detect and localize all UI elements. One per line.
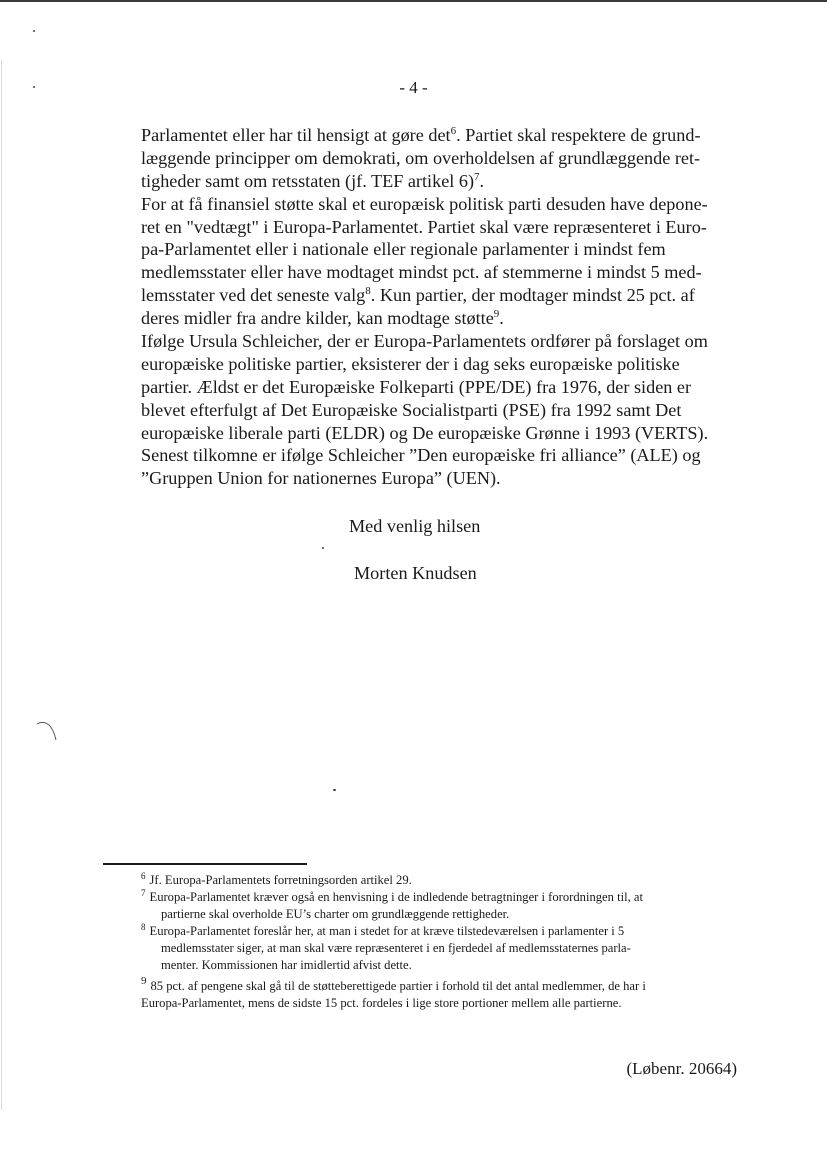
- body-text-segment: . Partiet skal respektere de grund-: [456, 125, 701, 145]
- body-text-segment: medlemsstater eller have modtaget mindst pct. af stemmerne i mindst 5 med-: [141, 262, 702, 283]
- body-line: [141, 444, 741, 467]
- body-text-segment: læggende principper om demokrati, om overholdelsen af grundlæggende ret-: [141, 147, 701, 168]
- body-text-segment: europæiske politiske partier, eksisterer der i dag seks europæiske politiske: [141, 353, 680, 374]
- body-line: [141, 261, 741, 284]
- body-text-segment: blevet efterfulgt af Det Europæiske Socialistparti (PSE) fra 1992 samt Det: [141, 399, 682, 420]
- document-reference-number: (Løbenr. 20664): [626, 1059, 737, 1078]
- footnote-reference[interactable]: 6: [450, 125, 457, 137]
- body-line: [141, 147, 741, 170]
- footnote-mark: 6: [141, 871, 146, 881]
- body-text-segment: lemsstater ved det seneste valg: [141, 285, 366, 306]
- footnote-7: [141, 889, 761, 923]
- footnote-9: [141, 975, 761, 1012]
- body-text-segment: tigheder samt om retsstaten (jf. TEF artikel 6): [141, 170, 475, 191]
- scan-speck: [333, 789, 336, 791]
- body-text-segment: Parlamentet eller har til hensigt at gøre det: [141, 125, 451, 145]
- body-line: [141, 330, 741, 353]
- body-line: [141, 170, 741, 193]
- footnote-line: [141, 872, 761, 889]
- footnote-text: 85 pct. af pengene skal gå til de støtteberettigede partier i forhold til det antal medlemmer, de har i: [150, 979, 646, 993]
- body-text-segment: .: [499, 308, 504, 329]
- body-line: [141, 467, 741, 490]
- scan-speck: [33, 30, 35, 32]
- footnote-line: [141, 975, 761, 995]
- footnote-8: [141, 923, 761, 974]
- letter-body: [141, 124, 741, 490]
- footnote-line: [141, 923, 761, 940]
- footnote-text: Europa-Parlamentet foreslår her, at man i stedet for at kræve tilstedeværelsen i parlamenter i 5: [149, 924, 625, 938]
- body-text-segment: ”Gruppen Union for nationernes Europa” (UEN).: [141, 468, 501, 489]
- body-line: [141, 307, 741, 330]
- footnote-reference[interactable]: 8: [365, 285, 371, 298]
- footnote-line: Europa-Parlamentet, mens de sidste 15 pct. fordeles i lige store portioner mellem alle partierne.: [141, 996, 622, 1010]
- body-text-segment: pa-Parlamentet eller i nationale eller regionale parlamenter i mindst fem: [141, 239, 666, 260]
- footnote-6: [141, 872, 761, 889]
- footnote-line: medlemsstater siger, at man skal være repræsenteret i en fjerdedel af medlemsstaternes parla-: [161, 941, 631, 955]
- body-line: [141, 193, 741, 216]
- footnote-reference[interactable]: 9: [493, 308, 500, 321]
- body-line: [141, 216, 741, 239]
- page-number: - 4 -: [399, 78, 428, 97]
- body-line: [141, 422, 741, 445]
- closing-greeting: Med venlig hilsen: [349, 516, 481, 536]
- scan-left-edge: [1, 60, 2, 1110]
- body-line: [141, 124, 741, 147]
- signature-name: Morten Knudsen: [354, 563, 477, 583]
- body-text-segment: deres midler fra andre kilder, kan modtage støtte: [141, 308, 494, 329]
- scan-speck: [322, 547, 324, 549]
- body-text-segment: For at få finansiel støtte skal et europæisk politisk parti desuden have depone-: [141, 193, 708, 214]
- body-line: [141, 284, 741, 307]
- footnote-mark: 8: [141, 922, 146, 932]
- body-text-segment: Senest tilkomne er ifølge Schleicher ”Den europæiske fri alliance” (ALE) og: [141, 445, 701, 466]
- body-line: [141, 399, 741, 422]
- footnotes-section: [141, 872, 761, 1012]
- footnote-line: menter. Kommissionen har imidlertid afvist dette.: [161, 958, 412, 972]
- body-text-segment: .: [479, 170, 485, 191]
- footnote-separator: [103, 863, 307, 865]
- body-line: [141, 353, 741, 376]
- body-text-segment: . Kun partier, der modtager mindst 25 pct. af: [370, 285, 695, 306]
- footnote-mark: 7: [141, 888, 146, 898]
- pen-mark-icon: [34, 718, 64, 744]
- footnote-text: Europa-Parlamentet kræver også en henvisning i de indledende betragtninger i forordningen til, at: [149, 890, 643, 904]
- body-text-segment: partier. Ældst er det Europæiske Folkeparti (PPE/DE) fra 1976, der siden er: [141, 376, 692, 397]
- body-text-segment: europæiske liberale parti (ELDR) og De europæiske Grønne i 1993 (VERTS).: [141, 422, 709, 443]
- footnote-reference[interactable]: 7: [474, 170, 480, 183]
- footnote-line: partierne skal overholde EU’s charter om grundlæggende rettigheder.: [161, 907, 510, 921]
- body-line: [141, 238, 741, 261]
- body-text-segment: ret en "vedtægt" i Europa-Parlamentet. Partiet skal være repræsenteret i Euro-: [141, 216, 707, 237]
- footnote-text: Jf. Europa-Parlamentets forretningsorden artikel 29.: [149, 873, 412, 887]
- footnote-mark: 9: [141, 975, 147, 987]
- footnote-line: [141, 889, 761, 906]
- scan-top-border: [0, 0, 827, 2]
- body-line: [141, 376, 741, 399]
- body-text-segment: Ifølge Ursula Schleicher, der er Europa-Parlamentets ordfører på forslaget om: [141, 331, 708, 352]
